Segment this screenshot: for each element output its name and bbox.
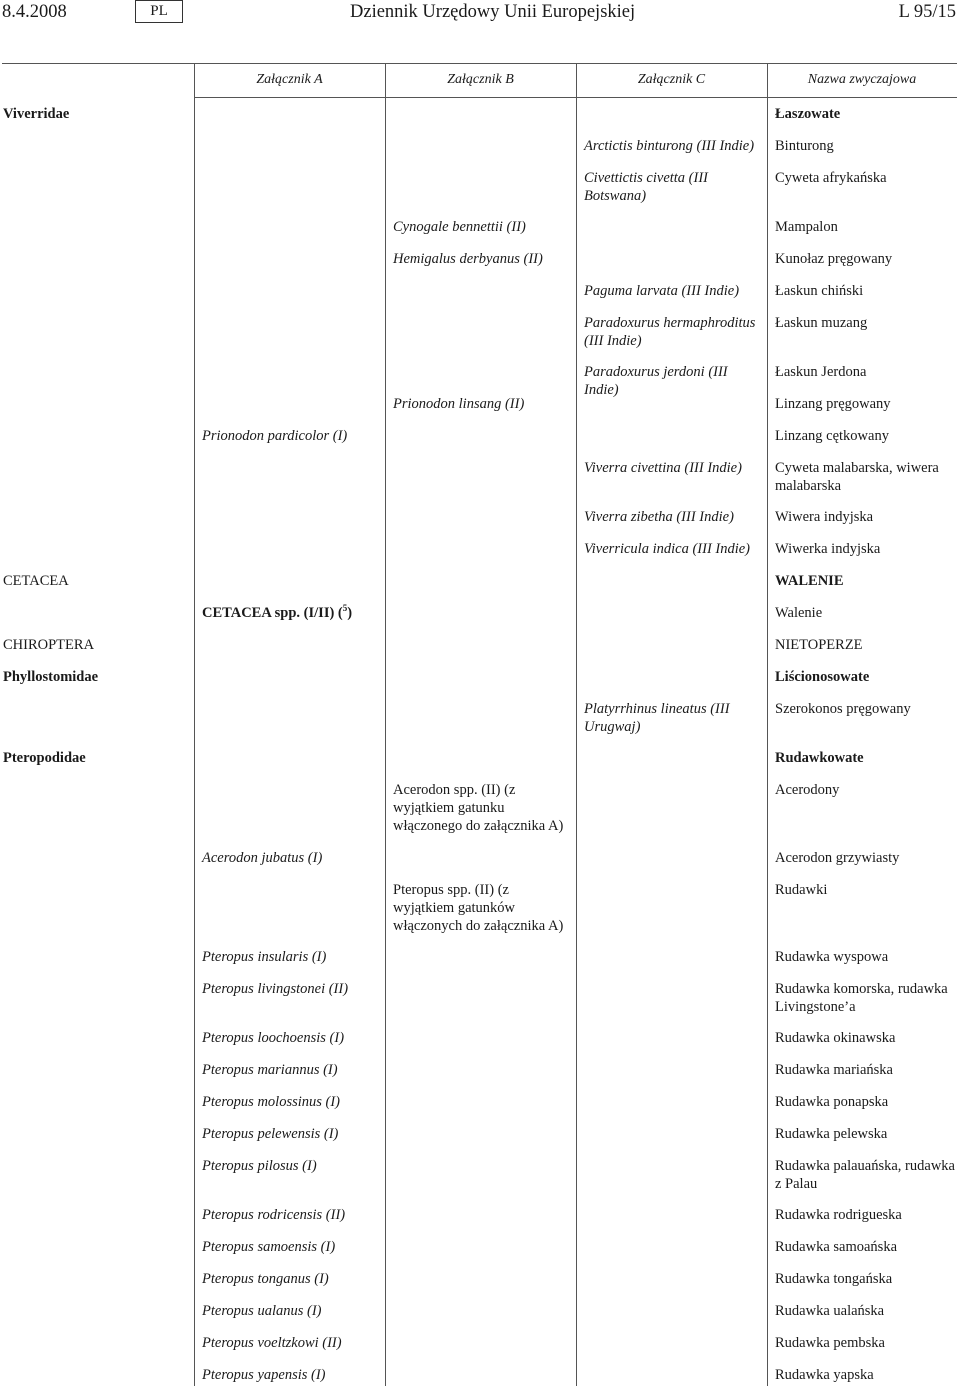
table-cell-c4 — [775, 604, 955, 622]
table-cell-c4 — [775, 314, 955, 332]
table-cell-c3 — [584, 169, 764, 205]
cell-text: Pteropus samoensis (I) — [202, 1239, 336, 1255]
language-badge: PL — [135, 0, 183, 23]
table-cell-c4 — [775, 1270, 955, 1288]
column-header-annex-b: Załącznik B — [447, 72, 514, 87]
table-cell-c1 — [202, 849, 377, 867]
table-cell-c0 — [3, 668, 188, 686]
cell-text: Prionodon pardicolor (I) — [202, 428, 348, 444]
table-cell-c4 — [775, 1125, 955, 1143]
table-cell-c4 — [775, 1061, 955, 1079]
table-cell-c4 — [775, 700, 955, 718]
cell-text: Acerodon spp. (II) (z wyjątkiem gatunku włączonego do załącznika A) — [393, 782, 564, 834]
cell-text: Platyrrhinus lineatus (III Urugwaj) — [584, 701, 730, 735]
table-cell-c4 — [775, 1157, 955, 1193]
table-cell-c4 — [775, 781, 955, 799]
cell-text: Walenie — [775, 605, 823, 621]
cell-text: Rudawka wyspowa — [775, 949, 889, 965]
table-cell-c0 — [3, 749, 188, 767]
cell-text: Rudawka komorska, rudawka Livingstone’a — [775, 981, 948, 1015]
cell-text: Phyllostomidae — [3, 669, 99, 685]
table-cell-c4 — [775, 948, 955, 966]
table-cell-c4 — [775, 1238, 955, 1256]
table-cell-c1: CETACEA spp. (I/II) ($^5$) — [202, 603, 353, 621]
table-cell-c4 — [775, 1029, 955, 1047]
cell-text: Rudawka pelewska — [775, 1126, 888, 1142]
table-cell-c4 — [775, 363, 955, 381]
table-cell-c1 — [202, 1029, 377, 1047]
table-cell-c1 — [202, 980, 377, 998]
page-number: L 95/15 — [898, 2, 956, 22]
table-cell-c1 — [202, 1270, 377, 1288]
table-cell-c1 — [202, 948, 377, 966]
cell-text: Rudawka yapska — [775, 1367, 874, 1383]
cell-text: Arctictis binturong (III Indie) — [584, 138, 755, 154]
column-divider — [194, 63, 195, 1386]
table-cell-c4 — [775, 1366, 955, 1384]
table-cell-c2 — [393, 781, 565, 835]
table-cell-c4 — [775, 427, 955, 445]
column-divider — [767, 63, 768, 1386]
cell-text: Łaskun chiński — [775, 283, 864, 299]
cell-text: Rudawkowate — [775, 750, 864, 766]
table-cell-c4 — [775, 218, 955, 236]
table-cell-c4 — [775, 849, 955, 867]
table-cell-c4 — [775, 1093, 955, 1111]
table-cell-c1 — [202, 1157, 377, 1175]
cell-text: Prionodon linsang (II) — [393, 396, 525, 412]
cell-text: CETACEA spp. (I/II) — [202, 605, 335, 621]
cell-text: Pteropus pilosus (I) — [202, 1158, 317, 1174]
table-cell-c4 — [775, 459, 955, 495]
cell-text: Rudawka rodrigueska — [775, 1207, 902, 1223]
column-header-annex-c: Załącznik C — [637, 72, 706, 87]
cell-text: Paradoxurus jerdoni (III Indie) — [584, 364, 728, 398]
column-divider — [576, 63, 577, 1386]
cell-text: CETACEA — [3, 573, 69, 589]
cell-text: Pteropus molossinus (I) — [202, 1094, 341, 1110]
journal-title: Dziennik Urzędowy Unii Europejskiej — [350, 2, 636, 22]
table-cell-c4 — [775, 282, 955, 300]
table-cell-c3 — [584, 137, 764, 155]
cell-text: Pteropus loochoensis (I) — [202, 1030, 345, 1046]
table-cell-c1 — [202, 427, 377, 445]
table-cell-c3 — [584, 282, 764, 300]
cell-text: Acerodony — [775, 782, 840, 798]
cell-text: Rudawka palauańska, rudawka z Palau — [775, 1158, 955, 1192]
table-cell-c4 — [775, 250, 955, 268]
table-cell-c1 — [202, 1125, 377, 1143]
table-cell-c2 — [393, 395, 565, 413]
table-cell-c3 — [584, 540, 764, 558]
table-cell-c2 — [393, 218, 565, 236]
table-cell-c3 — [584, 700, 764, 736]
cell-text: Pteropus livingstonei (II) — [202, 981, 349, 997]
cell-text: Pteropus pelewensis (I) — [202, 1126, 339, 1142]
cell-text: Kunołaz pręgowany — [775, 251, 893, 267]
cell-text: Łaskun muzang — [775, 315, 868, 331]
cell-text: Cynogale bennettii (II) — [393, 219, 526, 235]
table-cell-c4 — [775, 1302, 955, 1320]
cell-text: NIETOPERZE — [775, 637, 863, 653]
table-cell-c4 — [775, 1334, 955, 1352]
table-cell-c4 — [775, 572, 955, 590]
table-cell-c1 — [202, 1061, 377, 1079]
table-cell-c0 — [3, 636, 188, 654]
table-cell-c3 — [584, 459, 764, 477]
cell-text: Rudawki — [775, 882, 828, 898]
table-cell-c4 — [775, 668, 955, 686]
table-cell-c3 — [584, 508, 764, 526]
cell-text: Linzang cętkowany — [775, 428, 889, 444]
table-cell-c4 — [775, 137, 955, 155]
table-cell-c1 — [202, 1334, 377, 1352]
cell-text: Viverra zibetha (III Indie) — [584, 509, 734, 525]
table-cell-c4 — [775, 105, 955, 123]
cell-text: Rudawka okinawska — [775, 1030, 896, 1046]
cell-text: Viverridae — [3, 106, 70, 122]
table-cell-c3 — [584, 363, 764, 399]
table-cell-c1 — [202, 1093, 377, 1111]
cell-text: Wiwera indyjska — [775, 509, 874, 525]
cell-text: Pteropodidae — [3, 750, 86, 766]
cell-text: Pteropus ualanus (I) — [202, 1303, 322, 1319]
table-cell-c4 — [775, 636, 955, 654]
cell-text: Pteropus rodricensis (II) — [202, 1207, 346, 1223]
table-cell-c4 — [775, 881, 955, 899]
cell-text: Paguma larvata (III Indie) — [584, 283, 740, 299]
cell-text: Rudawka samoańska — [775, 1239, 898, 1255]
cell-text: Mampalon — [775, 219, 838, 235]
table-cell-c4 — [775, 980, 955, 1016]
cell-text: Linzang pręgowany — [775, 396, 891, 412]
cell-text: WALENIE — [775, 573, 844, 589]
cell-text: Pteropus insularis (I) — [202, 949, 327, 965]
cell-text: Wiwerka indyjska — [775, 541, 881, 557]
table-cell-c4 — [775, 749, 955, 767]
cell-text: Pteropus spp. (II) (z wyjątkiem gatunków włączonych do załącznika A) — [393, 882, 564, 934]
cell-text: Rudawka mariańska — [775, 1062, 893, 1078]
table-cell-c0 — [3, 572, 188, 590]
cell-text: Rudawka ualańska — [775, 1303, 885, 1319]
footnote-ref: 5 — [342, 603, 348, 614]
cell-text: Cyweta afrykańska — [775, 170, 887, 186]
page-header — [0, 0, 960, 30]
cell-text: Rudawka pembska — [775, 1335, 885, 1351]
cell-text: Pteropus voeltzkowi (II) — [202, 1335, 342, 1351]
table-cell-c4 — [775, 1206, 955, 1224]
cell-text: Łaszowate — [775, 106, 841, 122]
cell-text: Łaskun Jerdona — [775, 364, 867, 380]
publication-date: 8.4.2008 — [2, 2, 67, 22]
cell-text: Pteropus tonganus (I) — [202, 1271, 329, 1287]
cell-text: Szerokonos pręgowany — [775, 701, 911, 717]
cell-text: Pteropus yapensis (I) — [202, 1367, 326, 1383]
cell-text: Rudawka ponapska — [775, 1094, 889, 1110]
cell-text: Acerodon jubatus (I) — [202, 850, 323, 866]
cell-text: Paradoxurus hermaphroditus (III Indie) — [584, 315, 756, 349]
cell-text: Liścionosowate — [775, 669, 870, 685]
table-cell-c1 — [202, 1366, 377, 1384]
table-cell-c4 — [775, 540, 955, 558]
table-cell-c2 — [393, 881, 565, 935]
cell-text: Rudawka tongańska — [775, 1271, 893, 1287]
header-rule — [194, 97, 957, 98]
table-cell-c1 — [202, 1206, 377, 1224]
cell-text: Viverricula indica (III Indie) — [584, 541, 751, 557]
table-cell-c4 — [775, 508, 955, 526]
column-header-common-name: Nazwa zwyczajowa — [807, 72, 917, 87]
cell-text: Hemigalus derbyanus (II) — [393, 251, 543, 267]
cell-text: Pteropus mariannus (I) — [202, 1062, 338, 1078]
table-cell-c4 — [775, 395, 955, 413]
cell-text: Viverra civettina (III Indie) — [584, 460, 742, 476]
cell-text: Acerodon grzywiasty — [775, 850, 900, 866]
table-cell-c1 — [202, 1238, 377, 1256]
table-cell-c2 — [393, 250, 565, 268]
cell-text: Civettictis civetta (III Botswana) — [584, 170, 709, 204]
cell-text: Binturong — [775, 138, 834, 154]
table-cell-c3 — [584, 314, 764, 350]
cell-text: Cyweta malabarska, wiwera malabarska — [775, 460, 939, 494]
column-divider — [385, 63, 386, 1386]
cell-text: CHIROPTERA — [3, 637, 95, 653]
table-cell-c4 — [775, 169, 955, 187]
table-cell-c1 — [202, 1302, 377, 1320]
table-cell-c0 — [3, 105, 188, 123]
column-header-annex-a: Załącznik A — [256, 72, 323, 87]
